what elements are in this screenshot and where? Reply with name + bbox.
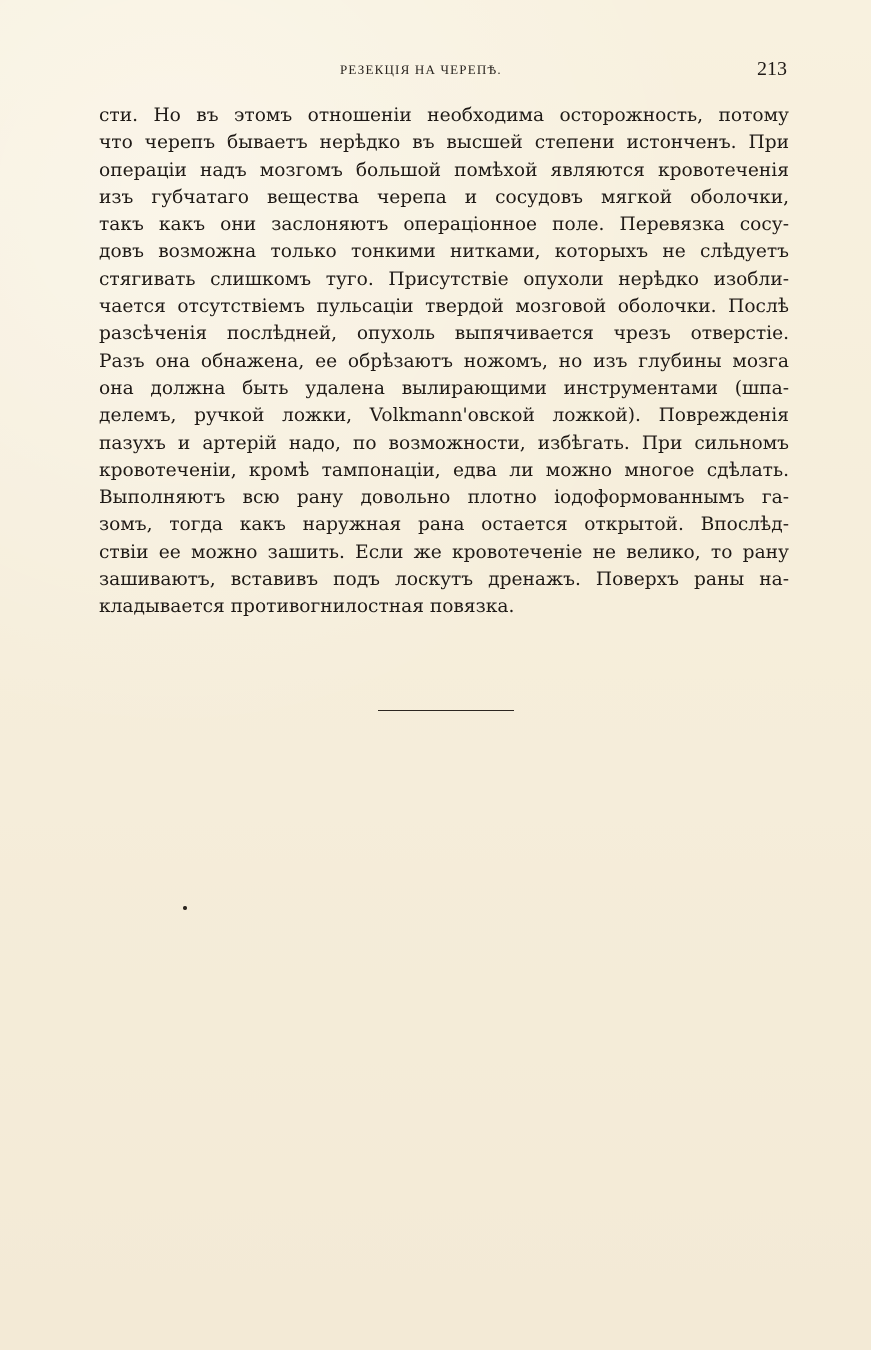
text-line: кровотеченіи, кромѣ тампонаціи, едва ли можно многое сдѣлать.	[99, 459, 789, 481]
text-line: пазухъ и артерій надо, по возможности, избѣгать. При сильномъ	[99, 432, 789, 454]
text-line: ствіи ее можно зашить. Если же кровотеченіе не велико, то рану	[99, 541, 789, 563]
text-line: чается отсутствіемъ пульсаціи твердой мозговой оболочки. Послѣ	[99, 296, 789, 318]
text-line: сти. Но въ этомъ отношеніи необходима осторожность, потому	[99, 105, 789, 126]
text-line: что черепъ бываетъ нерѣдко въ высшей степени истонченъ. При	[99, 132, 789, 154]
text-line: она должна быть удалена вылирающими инструментами (шпа-	[99, 377, 789, 399]
text-line: кладывается противогнилостная повязка.	[99, 596, 515, 618]
ink-speck	[183, 906, 187, 910]
text-line: операціи надъ мозгомъ большой помѣхой являются кровотеченія	[99, 159, 789, 181]
running-head: РЕЗЕКЦІЯ НА ЧЕРЕПѢ.	[340, 62, 502, 77]
text-line: зомъ, тогда какъ наружная рана остается открытой. Впослѣд-	[99, 514, 789, 536]
text-line: Разъ она обнажена, ее обрѣзаютъ ножомъ, но изъ глубины мозга	[99, 350, 789, 372]
text-line: довъ возможна только тонкими нитками, которыхъ не слѣдуетъ	[99, 241, 789, 263]
text-line: делемъ, ручкой ложки, Volkmann'овской ложкой). Поврежденія	[99, 405, 789, 427]
page-header	[0, 58, 871, 82]
text-line: Выполняютъ всю рану довольно плотно іодоформованнымъ га-	[99, 487, 789, 509]
text-line: изъ губчатаго вещества черепа и сосудовъ мягкой оболочки,	[99, 186, 789, 208]
body-text	[99, 102, 789, 621]
text-line: зашиваютъ, вставивъ подъ лоскутъ дренажъ. Поверхъ раны на-	[99, 569, 789, 591]
text-line: такъ какъ они заслоняютъ операціонное поле. Перевязка сосу-	[99, 214, 789, 236]
section-divider	[378, 710, 514, 711]
text-line: стягивать слишкомъ туго. Присутствіе опухоли нерѣдко изобли-	[99, 268, 789, 290]
text-line: разсѣченія послѣдней, опухоль выпячивается чрезъ отверстіе.	[99, 323, 789, 345]
page-number: 213	[757, 58, 787, 80]
